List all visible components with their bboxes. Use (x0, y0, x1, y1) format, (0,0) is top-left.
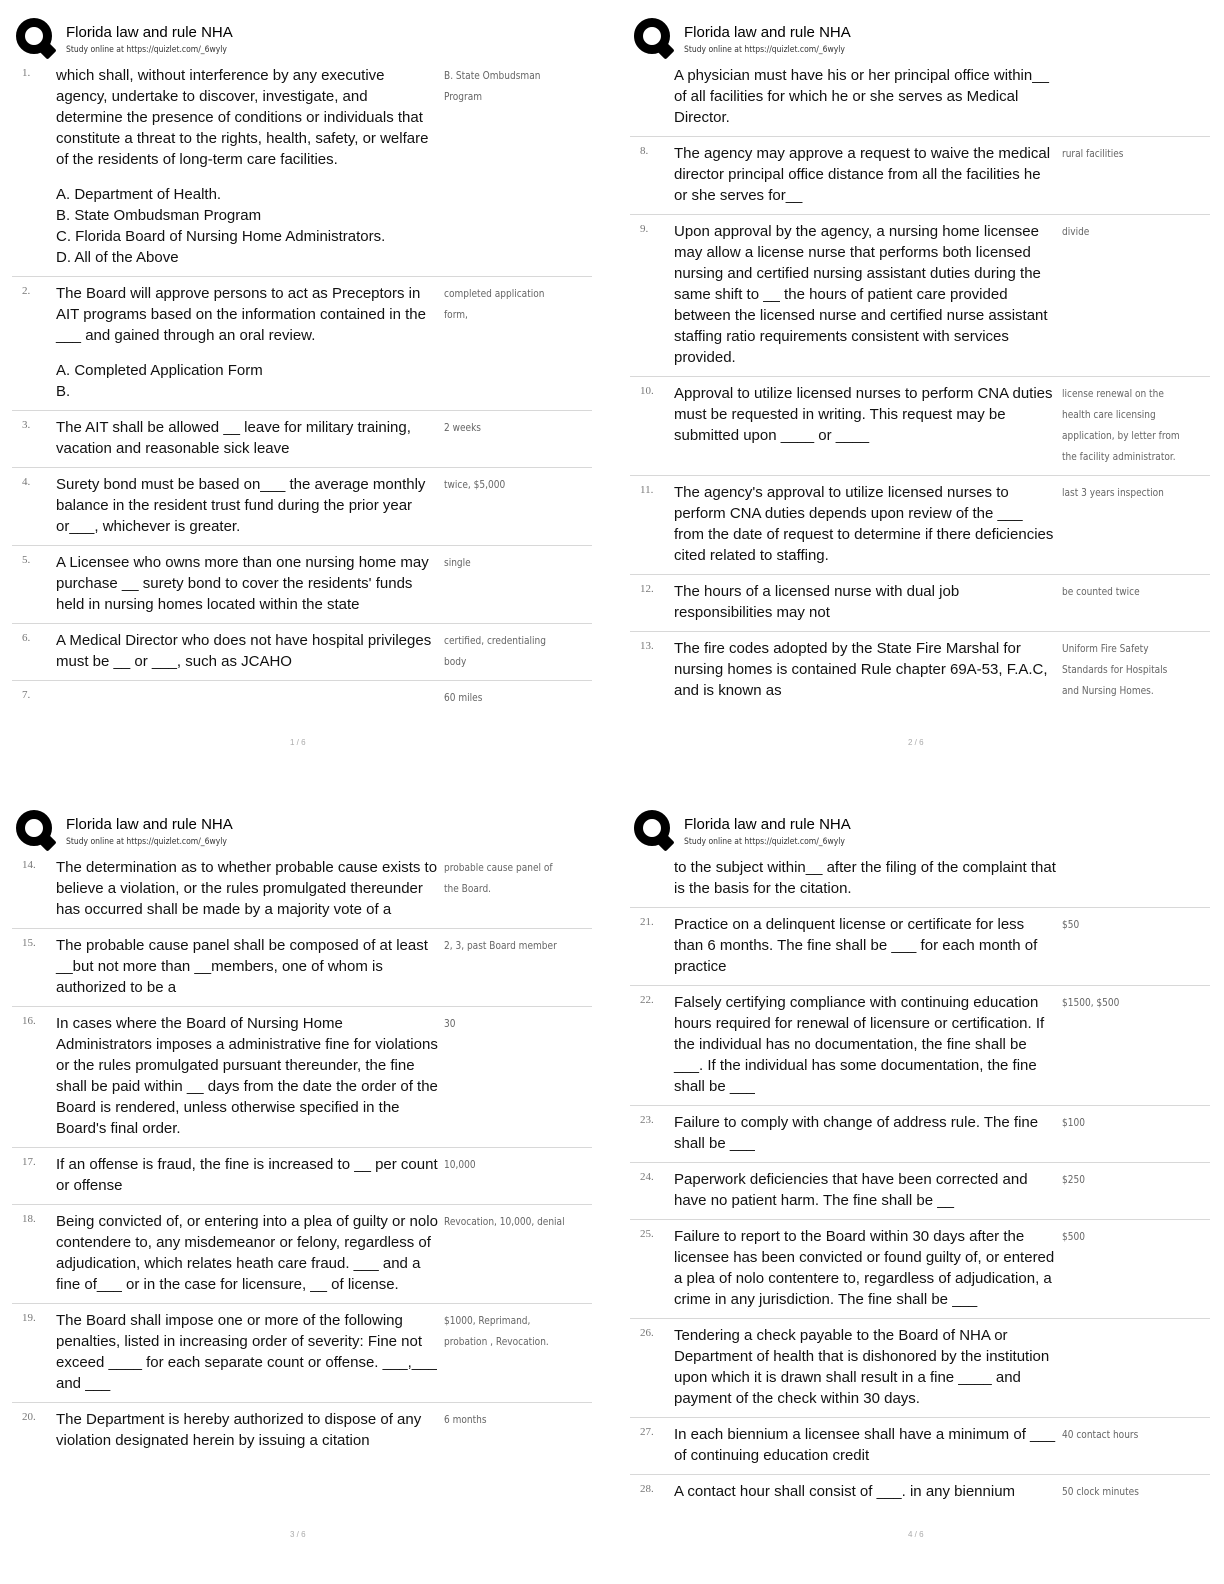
card-row (12, 680, 592, 716)
page-title: Florida law and rule NHA (66, 816, 233, 833)
card-question: The hours of a licensed nurse with dual job responsibilities may not (674, 583, 960, 621)
card-row (12, 467, 592, 545)
card-answer: 30 (444, 1017, 456, 1030)
card-number: 19. (22, 1312, 36, 1324)
card-question: Approval to utilize licensed nurses to perform CNA duties must be requested in writing. This request may be submitted upon ____ or ____ (674, 385, 1053, 444)
card-number: 3. (22, 419, 31, 431)
page-title: Florida law and rule NHA (684, 24, 851, 41)
card-answer: $1500, $500 (1062, 996, 1120, 1009)
card-question: A contact hour shall consist of ___. in any biennium (674, 1483, 1016, 1500)
card-row (630, 1105, 1210, 1162)
card-number: 25. (640, 1228, 654, 1240)
card-question: Practice on a delinquent license or certificate for less than 6 months. The fine shall be ___ for each month of practice (674, 916, 1038, 975)
card-row (12, 1006, 592, 1147)
card-answer: $50 (1062, 918, 1080, 931)
card-answer: 10,000 (444, 1158, 476, 1171)
card-row (630, 1219, 1210, 1318)
quizlet-logo (634, 18, 676, 60)
card-answer: Revocation, 10,000, denial (444, 1215, 565, 1228)
answer-options: A. Completed Application Form B. (56, 362, 263, 400)
card-list (12, 63, 592, 716)
card-answer: certified, credentialing body (444, 634, 546, 668)
card-question: The AIT shall be allowed __ leave for military training, vacation and reasonable sick leave (56, 419, 411, 457)
card-number: 26. (640, 1327, 654, 1339)
card-row (630, 1474, 1210, 1510)
card-answer: rural facilities (1062, 147, 1124, 160)
card-question: Upon approval by the agency, a nursing home licensee may allow a license nurse that performs both licensed nursing and certified nursing assistant duties during the same shift to __ the hours of patient care provided between the licensed nurse and certified nurse assistant staffing ratio requirements consistent with services provided. (674, 223, 1048, 366)
card-question: A Medical Director who does not have hospital privileges must be __ or ___, such as JCAHO (56, 632, 432, 670)
page-subtitle: Study online at https://quizlet.com/_6wyly (66, 837, 227, 847)
card-number: 7. (22, 689, 31, 701)
card-question: If an offense is fraud, the fine is increased to __ per count or offense (56, 1156, 438, 1194)
flashcard-page-4 (630, 804, 1222, 1579)
card-question: Failure to comply with change of address rule. The fine shall be ___ (674, 1114, 1039, 1152)
card-row (630, 631, 1210, 709)
card-row (630, 1417, 1210, 1474)
card-answer: 40 contact hours (1062, 1428, 1139, 1441)
card-row (12, 545, 592, 623)
card-row (12, 1303, 592, 1402)
page-subtitle: Study online at https://quizlet.com/_6wyly (66, 45, 227, 55)
quizlet-logo (16, 810, 58, 852)
card-row (12, 276, 592, 410)
card-question: A physician must have his or her principal office within__ of all facilities for which he or she serves as Medical Director. (674, 67, 1049, 126)
card-number: 17. (22, 1156, 36, 1168)
card-number: 1. (22, 67, 31, 79)
card-question: The Board will approve persons to act as Preceptors in AIT programs based on the information contained in the ___ and gained through an oral review. A. Completed Application Form B. (56, 283, 444, 402)
card-number: 13. (640, 640, 654, 652)
card-question: Being convicted of, or entering into a plea of guilty or nolo contendere to, any misdemeanor or felony, regardless of adjudication, which relates heath care fraud. ___ and a fine of___ or in the case for licensure, __ of license. (56, 1213, 438, 1293)
card-answer: probable cause panel of the Board. (444, 861, 553, 895)
card-number: 27. (640, 1426, 654, 1438)
page-title: Florida law and rule NHA (66, 24, 233, 41)
card-number: 12. (640, 583, 654, 595)
page-header (12, 804, 592, 852)
card-number: 9. (640, 223, 649, 235)
card-row (12, 928, 592, 1006)
card-answer: 2 weeks (444, 421, 482, 434)
card-number: 22. (640, 994, 654, 1006)
card-number: 16. (22, 1015, 36, 1027)
card-row (630, 985, 1210, 1105)
card-number: 23. (640, 1114, 654, 1126)
card-answer: 60 miles (444, 691, 483, 704)
card-row (630, 376, 1210, 475)
card-number: 28. (640, 1483, 654, 1495)
card-row (630, 1162, 1210, 1219)
card-row (630, 136, 1210, 214)
card-row (12, 1204, 592, 1303)
card-number: 15. (22, 937, 36, 949)
card-question: A Licensee who owns more than one nursing home may purchase __ surety bond to cover the residents' funds held in nursing homes located within the state (56, 554, 429, 613)
page-subtitle: Study online at https://quizlet.com/_6wyly (684, 45, 845, 55)
page-header (630, 804, 1210, 852)
card-number: 18. (22, 1213, 36, 1225)
flashcard-page-2 (630, 12, 1222, 787)
card-question: In cases where the Board of Nursing Home Administrators imposes a administrative fine for violations or the rules promulgated pursuant thereunder, the fine shall be paid within __ days from the date the order of the Board is rendered, unless otherwise specified in the Board's final order. (56, 1015, 438, 1137)
page-number: 3 / 6 (290, 1530, 306, 1539)
card-number: 4. (22, 476, 31, 488)
card-number: 5. (22, 554, 31, 566)
card-question: The agency may approve a request to waive the medical director principal office distance from all the facilities he or she serves for__ (674, 145, 1051, 204)
card-question (56, 687, 444, 708)
card-question: The agency's approval to utilize licensed nurses to perform CNA duties depends upon review of the ___ from the date of request to determine if there deficiencies cited related to staffing. (674, 484, 1054, 564)
card-answer: B. State Ombudsman Program (444, 69, 541, 103)
flashcard-page-1 (12, 12, 604, 787)
card-number: 2. (22, 285, 31, 297)
card-question: Surety bond must be based on___ the average monthly balance in the resident trust fund during the prior year or___, whichever is greater. (56, 476, 426, 535)
card-answer: single (444, 556, 471, 569)
card-answer: 2, 3, past Board member (444, 939, 557, 952)
card-row-continued (630, 855, 1210, 907)
card-row (630, 475, 1210, 574)
card-number: 8. (640, 145, 649, 157)
card-question: to the subject within__ after the filing of the complaint that is the basis for the citation. (674, 859, 1056, 897)
card-number: 24. (640, 1171, 654, 1183)
card-question: The probable cause panel shall be composed of at least __but not more than __members, one of whom is authorized to be a (56, 937, 428, 996)
page-number: 4 / 6 (908, 1530, 924, 1539)
card-number: 11. (640, 484, 654, 496)
card-number: 21. (640, 916, 654, 928)
card-answer: be counted twice (1062, 585, 1140, 598)
card-row (630, 907, 1210, 985)
card-row (12, 855, 592, 928)
page-header (12, 12, 592, 60)
page-header (630, 12, 1210, 60)
quizlet-logo (634, 810, 676, 852)
card-question: In each biennium a licensee shall have a minimum of ___ of continuing education credit (674, 1426, 1056, 1464)
card-question: The Department is hereby authorized to dispose of any violation designated herein by issuing a citation (56, 1411, 422, 1449)
card-question: The determination as to whether probable cause exists to believe a violation, or the rules promulgated thereunder has occurred shall be made by a majority vote of a (56, 859, 438, 918)
card-answer: 50 clock minutes (1062, 1485, 1139, 1498)
card-row (12, 1402, 592, 1459)
card-row (630, 574, 1210, 631)
page-number: 1 / 6 (290, 738, 306, 747)
card-number: 10. (640, 385, 654, 397)
card-row (12, 623, 592, 680)
card-row (630, 214, 1210, 376)
card-number: 20. (22, 1411, 36, 1423)
card-list (12, 855, 592, 1459)
card-question: Tendering a check payable to the Board of NHA or Department of health that is dishonored by the institution upon which it is drawn shall result in a fine ____ and payment of the check within 30 days. (674, 1327, 1050, 1407)
page-title: Florida law and rule NHA (684, 816, 851, 833)
card-row-continued (630, 63, 1210, 136)
card-answer: $100 (1062, 1116, 1085, 1129)
answer-options: A. Department of Health. B. State Ombudsman Program C. Florida Board of Nursing Home Administrators. D. All of the Above (56, 186, 386, 266)
card-number: 6. (22, 632, 31, 644)
card-question: Paperwork deficiencies that have been corrected and have no patient harm. The fine shall be __ (674, 1171, 1028, 1209)
card-question: which shall, without interference by any executive agency, undertake to discover, investigate, and determine the presence of conditions or individuals that constitute a threat to the rights, health, safety, or welfare of the residents of long-term care facilities. A. Department of Health. B. State Ombudsman Program C. Florida Board of Nursing Home Administrators. D. All of the Above (56, 65, 444, 268)
card-answer: completed application form, (444, 287, 545, 321)
quizlet-logo (16, 18, 58, 60)
card-question: The Board shall impose one or more of the following penalties, listed in increasing order of severity: Fine not exceed ____ for each separate count or offense. ___,___ and ___ (56, 1312, 437, 1392)
card-answer: Uniform Fire Safety Standards for Hospitals and Nursing Homes. (1062, 642, 1168, 697)
card-answer (1062, 1325, 1183, 1409)
card-question: The fire codes adopted by the State Fire Marshal for nursing homes is contained Rule chapter 69A-53, F.A.C, and is known as (674, 640, 1048, 699)
card-answer: 6 months (444, 1413, 487, 1426)
card-question: Failure to report to the Board within 30 days after the licensee has been convicted or found guilty of, or entered a plea of nolo contentere to, regardless of adjudication, a crime in any jurisdiction. The fine shall be ___ (674, 1228, 1055, 1308)
card-number: 14. (22, 859, 36, 871)
card-answer: $500 (1062, 1230, 1085, 1243)
card-row (12, 1147, 592, 1204)
card-answer: divide (1062, 225, 1090, 238)
card-row (12, 63, 592, 276)
page-subtitle: Study online at https://quizlet.com/_6wyly (684, 837, 845, 847)
page-number: 2 / 6 (908, 738, 924, 747)
flashcard-page-3 (12, 804, 604, 1579)
card-question: Falsely certifying compliance with continuing education hours required for renewal of licensure or certification. If the individual has no documentation, the fine shall be ___. If the individual has some documentation, the fine shall be ___ (674, 994, 1045, 1095)
card-row (630, 1318, 1210, 1417)
card-answer: twice, $5,000 (444, 478, 506, 491)
card-list (630, 63, 1210, 709)
card-answer: last 3 years inspection (1062, 486, 1164, 499)
card-list (630, 855, 1210, 1510)
card-answer: license renewal on the health care licensing application, by letter from the facility administrator. (1062, 387, 1180, 463)
card-answer: $250 (1062, 1173, 1085, 1186)
card-row (12, 410, 592, 467)
card-answer: $1000, Reprimand, probation , Revocation. (444, 1314, 549, 1348)
